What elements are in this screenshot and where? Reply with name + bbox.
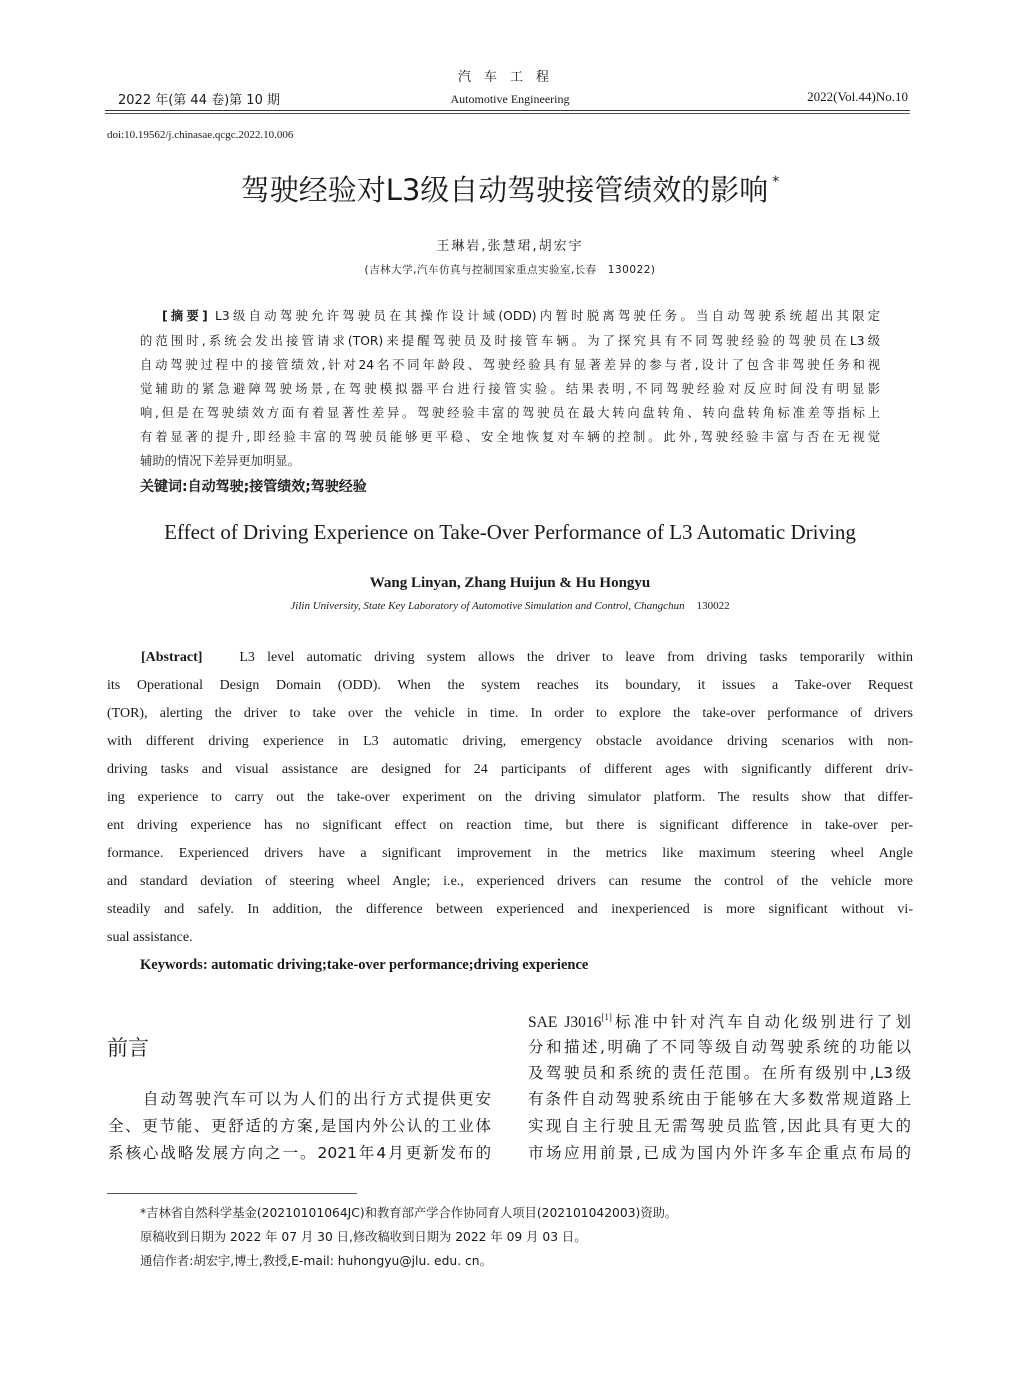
section-heading-introduction: 前言 <box>107 1036 149 1060</box>
affiliation-en-text: Jilin University, State Key Laboratory of Automotive Simulation and Control, Changchun <box>290 600 685 612</box>
keywords-cn: 关键词:自动驾驶;接管绩效;驾驶经验 <box>140 479 367 495</box>
body-text-line: 全、更节能、更舒适的方案,是国内外公认的工业体 <box>108 1117 491 1135</box>
abstract-cn-line: 自动驾驶过程中的接管绩效,针对24名不同年龄段、驾驶经验具有显著差异的参与者,设计了包含非驾驶任务和视 <box>140 358 880 372</box>
abstract-cn-line: 响,但是在驾驶绩效方面有着显著性差异。驾驶经验丰富的驾驶员在最大转向盘转角、转向盘转角标准差等指标上 <box>140 406 880 420</box>
abstract-cn-line: 有着显著的提升,即经验丰富的驾驶员能够更平稳、安全地恢复对车辆的控制。此外,驾驶经验丰富与否在无视觉 <box>140 430 880 444</box>
body-text-line: 分和描述,明确了不同等级自动驾驶系统的功能以 <box>528 1038 911 1056</box>
abstract-en-line: (TOR), alerting the driver to take over the vehicle in time. In order to explore the take-over performance of drivers <box>107 706 913 721</box>
body-text: 标准中针对汽车自动化级别进行了划 <box>611 1013 911 1031</box>
body-text-line: 有条件自动驾驶系统由于能够在大多数常规道路上 <box>528 1090 911 1108</box>
footnote-rule <box>107 1193 357 1194</box>
footnote-funding: *吉林省自然科学基金(20210101064JC)和教育部产学合作协同育人项目(202101042003)资助。 <box>140 1206 678 1220</box>
issue-info-cn: 2022 年(第 44 卷)第 10 期 <box>118 93 280 108</box>
abstract-cn-text: L3级自动驾驶允许驾驶员在其操作设计域(ODD)内暂时脱离驾驶任务。当自动驾驶系统超出其限定 <box>215 309 880 323</box>
abstract-en-line: sual assistance. <box>107 930 193 945</box>
abstract-cn-line <box>140 306 880 324</box>
doi: doi:10.19562/j.chinasae.qcgc.2022.10.006 <box>107 129 294 141</box>
authors-en: Wang Linyan, Zhang Huijun & Hu Hongyu <box>369 575 651 591</box>
abstract-en-line: formance. Experienced drivers have a significant improvement in the metrics like maximum steering wheel Angle <box>107 846 913 861</box>
citation-ref[interactable]: [1] <box>601 1012 612 1022</box>
abstract-en-line: ing experience to carry out the take-over experiment on the driving simulator platform. The results show that differ- <box>107 790 913 805</box>
header-rule-secondary <box>105 113 910 114</box>
body-text-line <box>528 1010 911 1032</box>
affiliation-en <box>0 600 1020 612</box>
abstract-en-line: and standard deviation of steering wheel Angle; i.e., experienced drivers can resume the control of the vehicle more <box>107 874 913 889</box>
abstract-cn-line: 觉辅助的紧急避障驾驶场景,在驾驶模拟器平台进行接管实验。结果表明,不同驾驶经验对反应时间没有明显影 <box>140 382 880 396</box>
header-rule <box>105 110 910 111</box>
abstract-en-line <box>107 650 913 666</box>
abstract-cn-line: 的范围时,系统会发出接管请求(TOR)来提醒驾驶员及时接管车辆。为了探究具有不同驾驶经验的驾驶员在L3级 <box>140 334 880 348</box>
abstract-cn-label: [摘要] <box>162 309 208 323</box>
funding-footnote-mark: * <box>772 174 780 190</box>
paper-title-en: Effect of Driving Experience on Take-Over Performance of L3 Automatic Driving <box>164 520 856 544</box>
abstract-en-label: [Abstract] <box>141 650 203 665</box>
paper-title-cn <box>0 168 1020 209</box>
body-text-line: 市场应用前景,已成为国内外许多车企重点布局的 <box>528 1144 911 1162</box>
journal-name-cn: 汽车工程 <box>457 70 562 85</box>
body-text-line: 及驾驶员和系统的责任范围。在所有级别中,L3级 <box>528 1064 911 1082</box>
abstract-en-line: steadily and safely. In addition, the difference between experienced and inexperienced is more significant without vi- <box>107 902 913 917</box>
authors-cn: 王琳岩,张慧珺,胡宏宇 <box>436 239 584 254</box>
body-text-line: 自动驾驶汽车可以为人们的出行方式提供更安 <box>108 1090 491 1108</box>
journal-name-en: Automotive Engineering <box>450 92 570 106</box>
abstract-en-line: ent driving experience has no significant effect on reaction time, but there is significant difference in take-over per- <box>107 818 913 833</box>
body-text-line: 系核心战略发展方向之一。2021年4月更新发布的 <box>108 1144 491 1162</box>
abstract-en-line: driving tasks and visual assistance are designed for 24 participants of different ages with significantly different driv- <box>107 762 913 777</box>
issue-info-en: 2022(Vol.44)No.10 <box>807 89 908 104</box>
affiliation-cn: (吉林大学,汽车仿真与控制国家重点实验室,长春 130022) <box>364 264 656 276</box>
footnote-corresponding-author: 通信作者:胡宏宇,博士,教授,E-mail: huhongyu@jlu. edu. cn。 <box>140 1254 492 1268</box>
abstract-cn-line: 辅助的情况下差异更加明显。 <box>140 454 300 468</box>
abstract-en-text: L3 level automatic driving system allows the driver to leave from driving tasks temporarily within <box>239 650 913 665</box>
title-text: 驾驶经验对L3级自动驾驶接管绩效的影响 <box>240 173 769 207</box>
abstract-en-line: its Operational Design Domain (ODD). When the system reaches its boundary, it issues a Take-over Request <box>107 678 913 693</box>
footnote-received-date: 原稿收到日期为 2022 年 07 月 30 日,修改稿收到日期为 2022 年 09 月 03 日。 <box>140 1230 587 1244</box>
body-text-line: 实现自主行驶且无需驾驶员监管,因此具有更大的 <box>528 1117 911 1135</box>
postal-code: 130022 <box>696 600 730 612</box>
keywords-en: Keywords: automatic driving;take-over performance;driving experience <box>140 957 589 973</box>
standard-name: SAE J3016 <box>528 1014 602 1031</box>
abstract-en-line: with different driving experience in L3 automatic driving, emergency obstacle avoidance driving scenarios with non- <box>107 734 913 749</box>
